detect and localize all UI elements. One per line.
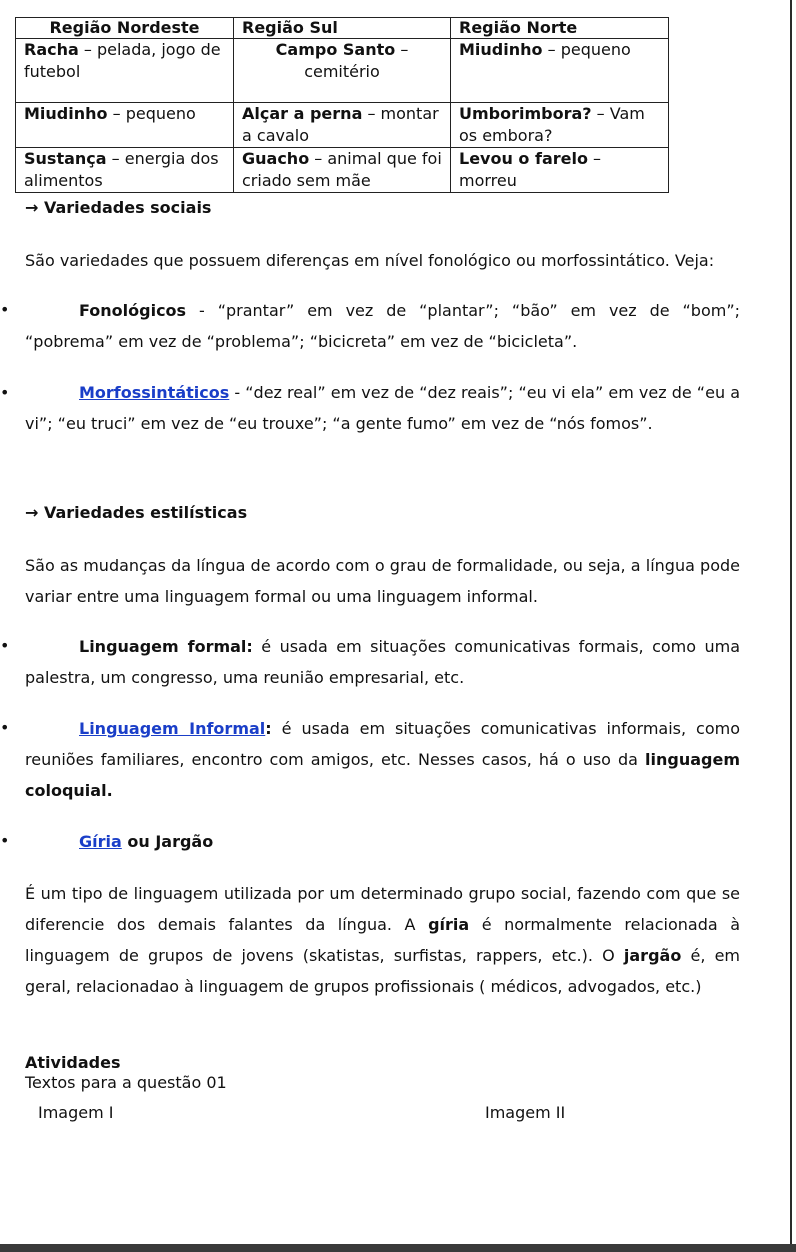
section-heading-estilisticas: → Variedades estilísticas	[25, 503, 248, 522]
table-cell: Sustança – energia dos alimentos	[16, 148, 234, 193]
table-cell: Miudinho – pequeno	[451, 39, 669, 103]
bullet-fonologicos: •	[0, 300, 10, 319]
list-item-giria: Gíria ou Jargão	[79, 832, 214, 851]
bullet-formal: •	[0, 636, 10, 655]
imagem-1-label: Imagem I	[38, 1103, 114, 1122]
link-giria[interactable]: Gíria	[79, 832, 122, 851]
table-row	[16, 148, 669, 193]
table-header-row	[16, 18, 669, 39]
table-cell: Alçar a perna – montar a cavalo	[234, 103, 451, 148]
header-sul: Região Sul	[234, 18, 451, 39]
page-right-border	[790, 0, 792, 1252]
bullet-informal: •	[0, 718, 10, 737]
table-cell: Umborimbora? – Vam os embora?	[451, 103, 669, 148]
table-cell: Racha – pelada, jogo de futebol	[16, 39, 234, 103]
table-row	[16, 103, 669, 148]
regional-vocabulary-table	[15, 17, 669, 193]
link-linguagem-informal[interactable]: Linguagem Informal	[79, 719, 266, 738]
atividades-heading: Atividades	[25, 1053, 121, 1072]
table-cell: Campo Santo – cemitério	[234, 39, 451, 103]
giria-paragraph: É um tipo de linguagem utilizada por um determinado grupo social, fazendo com que se diferencie dos demais falantes da língua. A gíria é normalmente relacionada à linguagem de grupos de jovens (skatistas, surfistas, rappers, etc.). O jargão é, em geral, relacionadao à linguagem de grupos profissionais ( médicos, advogados, etc.)	[25, 884, 741, 996]
header-nordeste: Região Nordeste	[16, 18, 234, 39]
table-row	[16, 39, 669, 103]
atividades-subtitle: Textos para a questão 01	[25, 1073, 227, 1092]
section-heading-sociais: → Variedades sociais	[25, 198, 212, 217]
link-morfossintaticos[interactable]: Morfossintáticos	[79, 383, 230, 402]
list-item-morfossintaticos: Morfossintáticos - “dez real” em vez de “dez reais”; “eu vi ela” em vez de “eu a vi”; “eu truci” em vez de “eu trouxe”; “a gente fumo” em vez de “nós fomos”.	[25, 383, 740, 433]
list-item-informal: Linguagem Informal: é usada em situações comunicativas informais, como reuniões familiares, encontro com amigos, etc. Nesses casos, há o uso da linguagem coloquial.	[25, 719, 741, 800]
imagem-2-label: Imagem II	[485, 1103, 566, 1122]
sociais-intro: São variedades que possuem diferenças em nível fonológico ou morfossintático. Veja:	[25, 251, 715, 270]
table-cell: Levou o farelo – morreu	[451, 148, 669, 193]
header-norte: Região Norte	[451, 18, 669, 39]
estilisticas-intro: São as mudanças da língua de acordo com o grau de formalidade, ou seja, a língua pode variar entre uma linguagem formal ou uma linguagem informal.	[25, 556, 740, 606]
bullet-morfossintaticos: •	[0, 383, 10, 402]
table-cell: Guacho – animal que foi criado sem mãe	[234, 148, 451, 193]
page-bottom-bar	[0, 1244, 796, 1252]
list-item-formal: Linguagem formal: é usada em situações comunicativas formais, como uma palestra, um congresso, uma reunião empresarial, etc.	[25, 637, 741, 687]
list-item-fonologicos: Fonológicos - “prantar” em vez de “plantar”; “bão” em vez de “bom”; “pobrema” em vez de “problema”; “bicicreta” em vez de “bicicleta”.	[25, 301, 740, 351]
bullet-giria: •	[0, 831, 10, 850]
table-cell: Miudinho – pequeno	[16, 103, 234, 148]
